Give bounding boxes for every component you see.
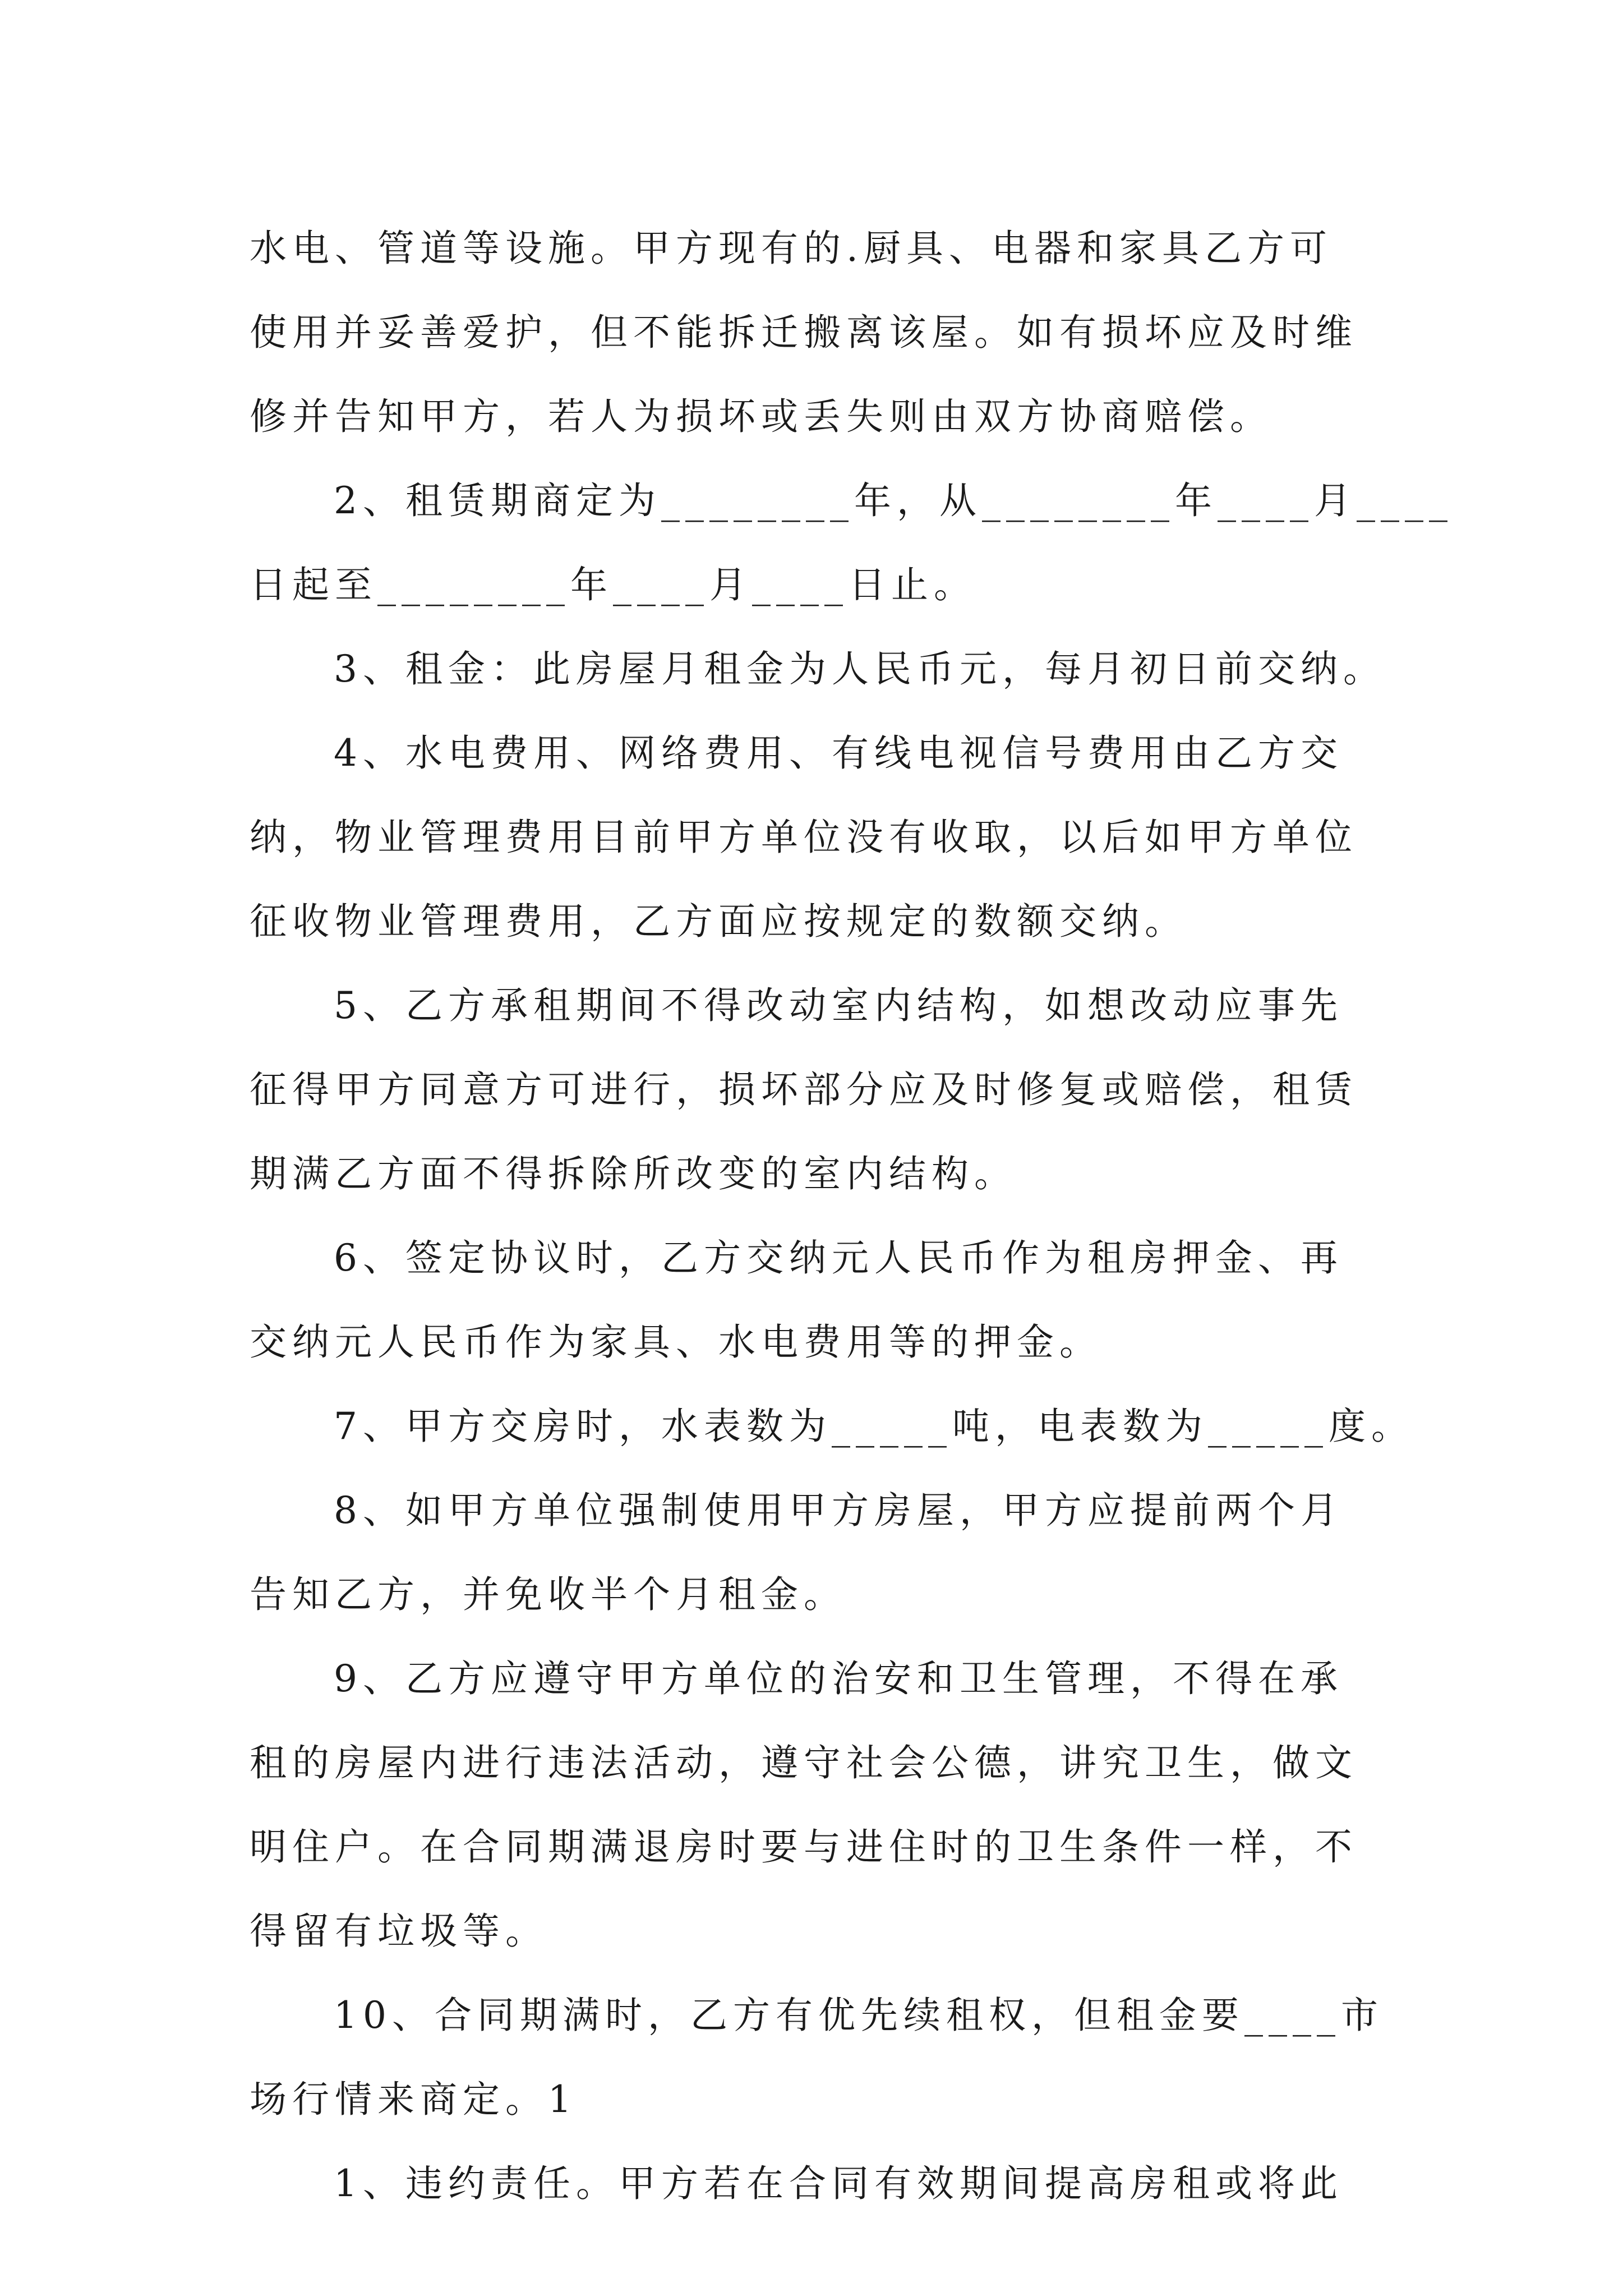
text-line: 得留有垃圾等。: [250, 1910, 548, 1953]
contract-body-text: [250, 206, 1453, 2226]
text-line: 7、甲方交房时，水表数为_____吨，电表数为_____度。: [334, 1405, 1414, 1448]
text-line: 10、合同期满时，乙方有优先续租权，但租金要____市: [334, 1994, 1384, 2037]
text-line: 水电、管道等设施。甲方现有的.厨具、电器和家具乙方可: [250, 227, 1332, 270]
text-line: 6、签定协议时，乙方交纳元人民币作为租房押金、再: [334, 1236, 1343, 1280]
text-line: 征收物业管理费用，乙方面应按规定的数额交纳。: [250, 900, 1187, 943]
text-line: 日起至________年____月____日止。: [250, 563, 976, 606]
text-line: 使用并妥善爱护，但不能拆迁搬离该屋。如有损坏应及时维: [250, 311, 1358, 354]
text-line: 场行情来商定。1: [250, 2078, 577, 2121]
text-line: 9、乙方应遵守甲方单位的治安和卫生管理，不得在承: [334, 1657, 1343, 1700]
text-line: 告知乙方，并免收半个月租金。: [250, 1573, 846, 1616]
text-line: 3、租金：此房屋月租金为人民币元，每月初日前交纳。: [334, 647, 1386, 691]
text-line: 期满乙方面不得拆除所改变的室内结构。: [250, 1152, 1017, 1195]
text-line: 征得甲方同意方可进行，损坏部分应及时修复或赔偿，租赁: [250, 1068, 1358, 1111]
text-line: 交纳元人民币作为家具、水电费用等的押金。: [250, 1320, 1102, 1364]
text-line: 1、违约责任。甲方若在合同有效期间提高房租或将此: [334, 2162, 1343, 2205]
text-line: 修并告知甲方，若人为损坏或丢失则由双方协商赔偿。: [250, 395, 1272, 438]
text-line: 8、如甲方单位强制使用甲方房屋，甲方应提前两个月: [334, 1489, 1343, 1532]
text-line: 4、水电费用、网络费用、有线电视信号费用由乙方交: [334, 731, 1343, 775]
text-line: 2、租赁期商定为________年，从________年____月____: [334, 479, 1453, 522]
text-line: 明住户。在合同期满退房时要与进住时的卫生条件一样，不: [250, 1825, 1358, 1869]
text-line: 租的房屋内进行违法活动，遵守社会公德，讲究卫生，做文: [250, 1741, 1358, 1784]
text-line: 5、乙方承租期间不得改动室内结构，如想改动应事先: [334, 984, 1343, 1027]
text-line: 纳，物业管理费用目前甲方单位没有收取，以后如甲方单位: [250, 816, 1358, 859]
